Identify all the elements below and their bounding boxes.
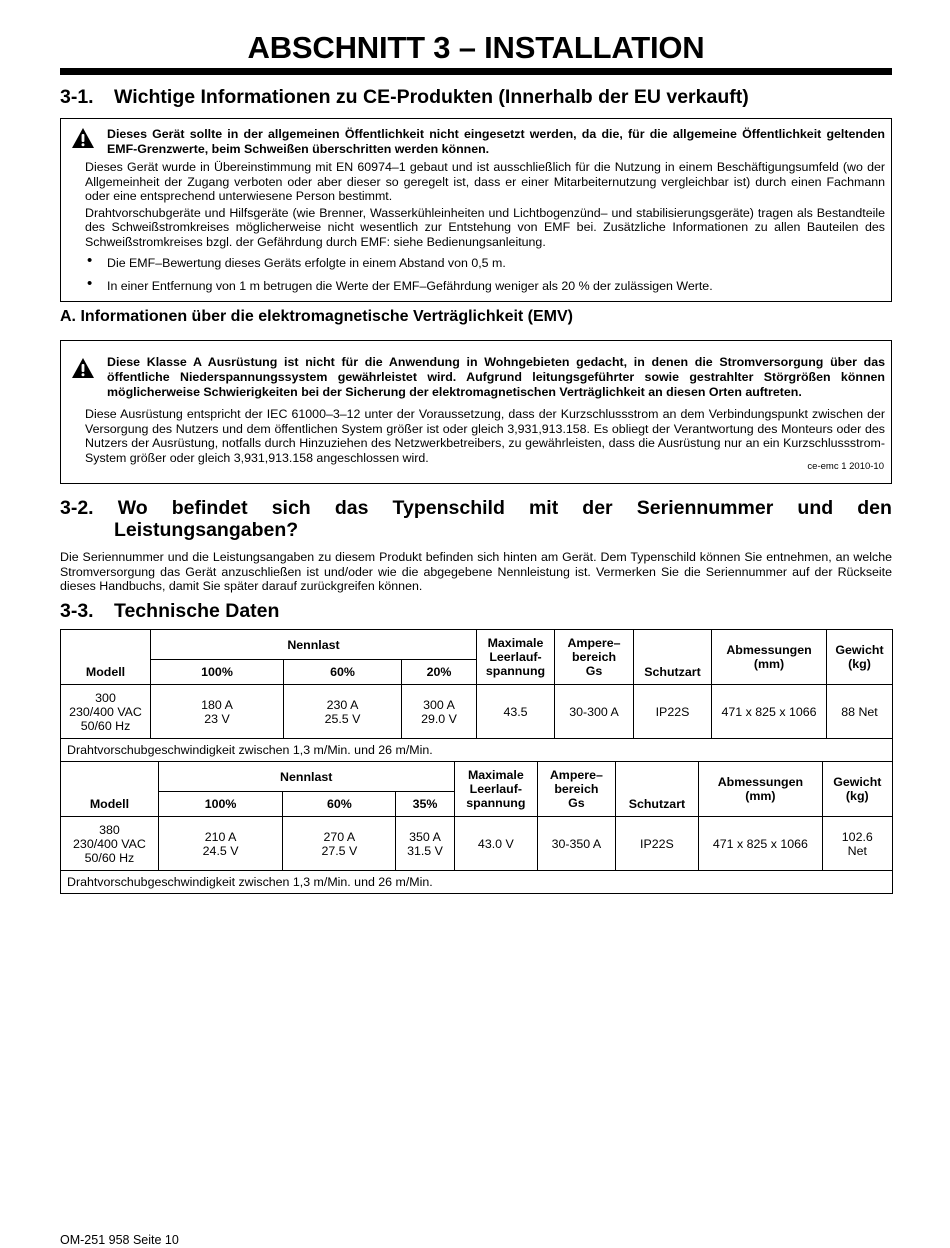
spec-table-300: [60, 629, 893, 762]
section-a-heading: A. Informationen über die elektromagnetische Verträglichkeit (EMV): [60, 308, 574, 325]
cell-model: 380 230/400 VAC 50/60 Hz: [61, 817, 159, 871]
emf-bullet-1: • Die EMF–Bewertung dieses Geräts erfolgte in einem Abstand von 0,5 m.: [85, 256, 885, 271]
cell-model: 300 230/400 VAC 50/60 Hz: [61, 685, 151, 739]
warning-icon: [71, 127, 95, 149]
cell-rating-60: 230 A 25.5 V: [284, 685, 402, 739]
title-word: Typenschild: [392, 497, 505, 519]
section-3-1-heading: [60, 86, 749, 109]
title-rule: [60, 68, 892, 75]
section-3-2-number: 3-2.: [60, 497, 94, 519]
emf-bullet-list: [61, 256, 891, 294]
title-word: mit: [528, 497, 559, 519]
header-schutzart: Schutzart: [634, 630, 712, 685]
title-word: den: [857, 497, 892, 519]
title-word: und: [797, 497, 834, 519]
emv-info-box: [60, 340, 892, 484]
cell-rating-35: 350 A 31.5 V: [396, 817, 454, 871]
wire-speed-note: Drahtvorschubgeschwindigkeit zwischen 1,3 m/Min. und 26 m/Min.: [61, 739, 893, 762]
title-word: Seriennummer: [636, 497, 774, 519]
emv-warning-text: Diese Klasse A Ausrüstung ist nicht für die Anwendung in Wohngebieten gedacht, in denen die Stromversorgung über das öffentliche Niederspannungssystem gewährleistet wird. Aufgrund leitungsgeführter sowie gestrahlter Störgrößen können möglicherweise Schwierigkeiten bei der Sicherung der elektromagnetischen Verträglichkeit an diesen Orten auftreten.: [107, 355, 885, 399]
section-3-3-title: Technische Daten: [114, 600, 280, 622]
emf-warning-text: Dieses Gerät sollte in der allgemeinen Öffentlichkeit nicht eingesetzt werden, da die, für die allgemeine Öffentlichkeit geltenden EMF-Grenzwerte, beim Schweißen überschritten werden können.: [107, 127, 885, 156]
header-duty-35: 35%: [396, 792, 454, 817]
header-modell: Modell: [61, 762, 159, 817]
cell-dims: 471 x 825 x 1066: [699, 817, 822, 871]
cell-ip: IP22S: [615, 817, 699, 871]
title-word: befindet: [171, 497, 248, 519]
header-leerlaufspannung: Maximale Leerlauf- spannung: [454, 762, 538, 817]
cell-rating-20: 300 A 29.0 V: [402, 685, 477, 739]
ce-paragraph-2: Drahtvorschubgeräte und Hilfsgeräte (wie Brenner, Wasserkühleinheiten und Lichtbogenzünd– und stabilisierungsgeräte) tragen als Bestandteile des Schweißstromkreises möglicherweise nicht wesentlich zur Entstehung von EMF bei. Zusätzliche Informationen zu allen Bauteilen des Schweißstromkreises bzgl. der Gefährdung durch EMF: siehe Bedienungsanleitung.: [85, 205, 885, 249]
header-nennlast: Nennlast: [158, 762, 454, 792]
header-duty-100: 100%: [158, 792, 282, 817]
section-3-3-number: 3-3.: [60, 600, 94, 622]
header-duty-100: 100%: [151, 660, 284, 685]
page-footer: OM-251 958 Seite 10: [60, 1233, 179, 1247]
cell-weight: 88 Net: [827, 685, 893, 739]
header-nennlast: Nennlast: [151, 630, 477, 660]
spec-table-380: [60, 761, 893, 894]
emf-warning: [61, 127, 891, 157]
title-word: der: [582, 497, 613, 519]
header-leerlaufspannung: Maximale Leerlauf- spannung: [477, 630, 555, 685]
section-3-2-heading: [60, 497, 892, 541]
cell-weight: 102.6 Net: [822, 817, 892, 871]
page-title: ABSCHNITT 3 – INSTALLATION: [247, 30, 705, 65]
cell-dims: 471 x 825 x 1066: [712, 685, 827, 739]
table-row: [61, 817, 893, 871]
header-abmessungen: Abmessungen (mm): [699, 762, 822, 817]
header-gewicht: Gewicht (kg): [827, 630, 893, 685]
header-duty-20: 20%: [402, 660, 477, 685]
section-3-1-title: Wichtige Informationen zu CE-Produkten (Innerhalb der EU verkauft): [114, 86, 749, 108]
cell-amp-range: 30-350 A: [538, 817, 615, 871]
cell-ip: IP22S: [634, 685, 712, 739]
header-schutzart: Schutzart: [615, 762, 699, 817]
cell-rating-100: 180 A 23 V: [151, 685, 284, 739]
title-word: Wo: [117, 497, 148, 519]
header-amperebereich: Ampere– bereich Gs: [555, 630, 634, 685]
header-duty-60: 60%: [284, 660, 402, 685]
cell-rating-60: 270 A 27.5 V: [283, 817, 396, 871]
section-3-3-heading: [60, 600, 279, 623]
emc-reference: ce-emc 1 2010-10: [807, 461, 884, 473]
title-word: sich: [271, 497, 311, 519]
cell-rating-100: 210 A 24.5 V: [158, 817, 282, 871]
emf-bullet-2: • In einer Entfernung von 1 m betrugen die Werte der EMF–Gefährdung weniger als 20 % der zulässigen Werte.: [85, 279, 885, 294]
cell-amp-range: 30-300 A: [555, 685, 634, 739]
table-row: [61, 685, 893, 739]
emv-paragraph: Diese Ausrüstung entspricht der IEC 61000–3–12 unter der Voraussetzung, dass der Kurzschlussstrom an dem Verbindungspunkt zwischen der Versorgung des Nutzers und dem öffentlichen System größer ist oder gleich 3,931,913.158. Es obliegt der Verantwortung des Monteurs oder des Nutzers der Ausrüstung, notfalls durch Hinzuziehen des Netzwerkbetreibers, zu gewährleisten, dass die Ausrüstung nur an ein Kurzschlussstrom-System größer oder gleich 3,931,913.158 angeschlossen wird.: [85, 407, 885, 465]
section-3-2-title-line-2: Leistungsangaben?: [114, 519, 299, 541]
header-gewicht: Gewicht (kg): [822, 762, 892, 817]
serial-number-paragraph: Die Seriennummer und die Leistungsangaben zu diesem Produkt befinden sich hinten am Gerät. Dem Typenschild können Sie entnehmen, an welche Stromversorgung das Gerät anzuschließen ist und/oder wie die abgegebene Nennleistung ist. Vermerken Sie die Seriennummer auf der Rückseite dieses Handbuchs, damit Sie später darauf zurückgreifen können.: [60, 550, 892, 594]
section-3-1-number: 3-1.: [60, 86, 94, 108]
ce-paragraph-1: Dieses Gerät wurde in Übereinstimmung mit EN 60974–1 gebaut und ist ausschließlich für die Nutzung in einem Beschäftigungsumfeld (wo der Allgemeinheit der Zugang verboten oder aber dieser so geregelt ist, dass er einer Mitarbeiternutzung vergleichbar ist) durch einen Fachmann oder eine entsprechend unterwiesene Person bestimmt.: [85, 160, 885, 204]
header-abmessungen: Abmessungen (mm): [712, 630, 827, 685]
title-word: das: [334, 497, 369, 519]
emv-warning: [61, 355, 891, 400]
header-duty-60: 60%: [283, 792, 396, 817]
header-modell: Modell: [61, 630, 151, 685]
cell-ocv: 43.5: [477, 685, 555, 739]
warning-icon: [71, 357, 95, 379]
wire-speed-note: Drahtvorschubgeschwindigkeit zwischen 1,3 m/Min. und 26 m/Min.: [61, 871, 893, 894]
header-amperebereich: Ampere– bereich Gs: [538, 762, 615, 817]
ce-info-box: [60, 118, 892, 302]
cell-ocv: 43.0 V: [454, 817, 538, 871]
